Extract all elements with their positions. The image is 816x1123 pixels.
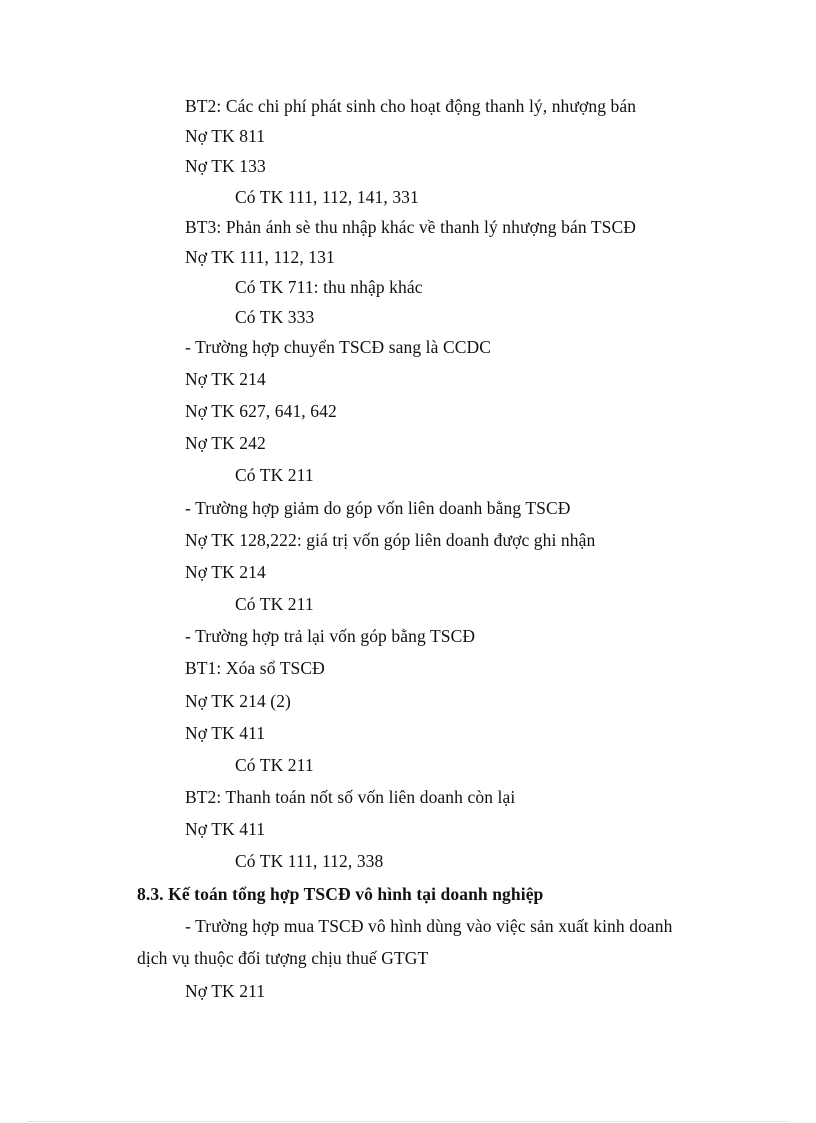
text-line: Nợ TK 111, 112, 131 (185, 247, 335, 267)
text-line: Nợ TK 214 (185, 369, 266, 389)
text-line: Có TK 211 (235, 465, 314, 485)
section-heading: 8.3. Kế toán tổng hợp TSCĐ vô hình tại doanh nghiệp (137, 884, 544, 904)
text-line: - Trường hợp giảm do góp vốn liên doanh bằng TSCĐ (185, 498, 571, 518)
page-bottom-rule (28, 1121, 788, 1122)
text-line: Nợ TK 242 (185, 433, 266, 453)
text-line: BT1: Xóa sổ TSCĐ (185, 658, 325, 678)
text-line: Nợ TK 214 (185, 562, 266, 582)
text-line: Nợ TK 211 (185, 981, 266, 1001)
text-line: Có TK 211 (235, 755, 314, 775)
text-line: - Trường hợp trả lại vốn góp bằng TSCĐ (185, 626, 476, 646)
text-line: Nợ TK 627, 641, 642 (185, 401, 337, 421)
text-line: Có TK 333 (235, 307, 315, 327)
text-line: Có TK 711: thu nhập khác (235, 277, 423, 297)
text-line: Nợ TK 128,222: giá trị vốn góp liên doanh được ghi nhận (185, 530, 596, 550)
text-line: Nợ TK 411 (185, 819, 266, 839)
text-line: BT3: Phản ánh sè thu nhập khác về thanh lý nhượng bán TSCĐ (185, 217, 636, 237)
text-line: dịch vụ thuộc đối tượng chịu thuế GTGT (137, 948, 429, 968)
text-line: - Trường hợp mua TSCĐ vô hình dùng vào việc sản xuất kinh doanh (185, 916, 673, 936)
text-line: - Trường hợp chuyển TSCĐ sang là CCDC (185, 337, 492, 357)
text-line: BT2: Thanh toán nốt số vốn liên doanh còn lại (185, 787, 516, 807)
text-line: Có TK 211 (235, 594, 314, 614)
text-line: Nợ TK 133 (185, 156, 266, 176)
text-line: Có TK 111, 112, 141, 331 (235, 187, 419, 207)
text-line: Có TK 111, 112, 338 (235, 851, 384, 871)
text-line: BT2: Các chi phí phát sinh cho hoạt động thanh lý, nhượng bán (185, 96, 637, 116)
text-line: Nợ TK 811 (185, 126, 266, 146)
text-line: Nợ TK 411 (185, 723, 266, 743)
text-line: Nợ TK 214 (2) (185, 691, 291, 711)
